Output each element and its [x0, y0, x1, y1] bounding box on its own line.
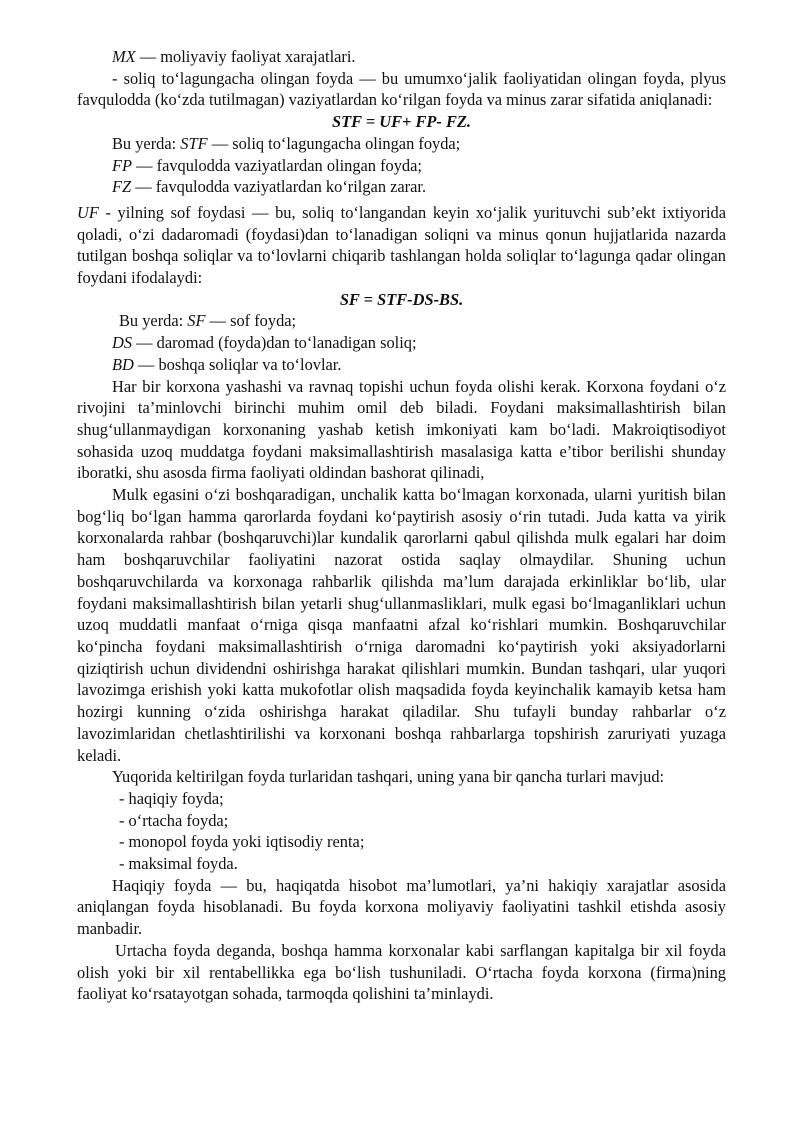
- where-stf: [112, 133, 726, 155]
- term-uf: UF: [77, 202, 99, 222]
- formula-sf-text: SF = STF-DS-BS: [339, 289, 460, 309]
- definition-text: — moliyaviy faoliyat xarajatlari.: [135, 47, 356, 66]
- definition-text: — boshqa soliqlar va to‘lovlar.: [133, 354, 342, 374]
- paragraph-profit-importance: Har bir korxona yashashi va ravnaq topishi uchun foyda olishi kerak. Korxona foydani o‘z rivojini ta’minlovchi birinchi muhim omil deb biladi. Foydani maksimallashtirish bilan shug‘ullanmaydigan korxonaning yashab ketish imkoniyati kam bo‘ladi. Makroiqtisodiyot sohasida uzoq muddatga foydani maksimallashtirish masalasiga katta e’tibor berilishi shunday iboratki, shu asosda firma faoliyati oldindan bashorat qilinadi,: [77, 376, 726, 483]
- formula-stf: [77, 111, 726, 133]
- term-fz: FZ: [112, 177, 132, 197]
- list-item: - monopol foyda yoki iqtisodiy renta;: [119, 832, 365, 852]
- formula-stf-text: STF = UF+ FP- FZ: [331, 112, 467, 132]
- term-bd: BD: [112, 354, 134, 374]
- formula-sf: [77, 289, 726, 311]
- paragraph-stf: - soliq to‘lagungacha olingan foyda — bu umumxo‘jalik faoliyatidan olingan foyda, plyus favqulodda (ko‘zda tutilmagan) vaziyatlardan ko‘rilgan foyda va minus zarar sifatida aniqlanadi:: [77, 68, 726, 110]
- term-ds: DS: [112, 333, 133, 353]
- paragraph-uf: [77, 202, 726, 289]
- term-fp: FP: [112, 155, 133, 175]
- definition-mx: [112, 46, 726, 68]
- where-text: — soliq to‘lagungacha olingan foyda;: [207, 133, 461, 153]
- definition-fp: [112, 155, 726, 177]
- where-sf: [77, 310, 726, 332]
- definition-text: — favqulodda vaziyatlardan olingan foyda;: [132, 155, 422, 175]
- definition-text: — favqulodda vaziyatlardan ko‘rilgan zarar.: [131, 177, 427, 197]
- list-item: - o‘rtacha foyda;: [119, 810, 229, 830]
- list-item: - maksimal foyda.: [119, 854, 238, 874]
- definition-bd: [112, 354, 726, 376]
- where-prefix: Bu yerda:: [119, 311, 188, 331]
- term-stf: STF: [180, 133, 208, 153]
- definition-fz: [112, 176, 726, 198]
- where-prefix: Bu yerda:: [112, 133, 181, 153]
- paragraph-management: Mulk egasini o‘zi boshqaradigan, unchalik katta bo‘lmagan korxonada, ularni yuritish bilan bog‘liq bo‘lgan hamma qarorlarda foydani ko‘paytirish asosiy o‘rin tutadi. Juda katta va yirik korxonalarda rahbar (boshqaruvchi)lar kundalik qarorlarni qabul qilishda mulk egalari har doim ham boshqaruvchilar faoliyatini nazorat ostida saqlay olmaydilar. Shuning uchun boshqaruvchilarda va korxonaga rahbarlik qilishda ma’lum darajada erkinliklar bo‘lib, ular foydani maksimallashtirish bilan yetarli shug‘ullanmasliklari, mulk egasi bo‘lmaganliklari uchun uzoq muddatli manfaat o‘rniga qisqa manfaatni afzal ko‘rishlari mumkin. Boshqaruvchilar ko‘pincha foydani maksimallashtirish o‘rniga daromadni ko‘paytirish yoki aksiyadorlarni qiziqtirish uchun dividendni oshirishga harakat qilishlari mumkin. Bundan tashqari, ular yuqori lavozimga erishish yoki katta mukofotlar olish maqsadida foyda keyinchalik kamayib ketsa ham hozirgi kunning o‘zida oshirishga harakat qiladilar. Shu tufayli bunday rahbarlar o‘z lavozimlaridan chetlashtirilishi va korxonani boshqa rahbarlarga topshirish zaruriyati yuzaga keladi.: [77, 485, 726, 765]
- list-item: - haqiqiy foyda;: [119, 788, 224, 808]
- paragraph-actual-profit: Haqiqiy foyda — bu, haqiqatda hisobot ma’lumotlari, ya’ni hakiqiy xarajatlar asosida aniqlangan foyda hisoblanadi. Bu foyda korxona moliyaviy faoliyatini tashkil etishda asosiy manbadir.: [77, 875, 726, 939]
- formula-dot: .: [466, 112, 472, 132]
- paragraph-average-profit: Urtacha foyda deganda, boshqa hamma korxonalar kabi sarflangan kapitalga bir xil foyda olish yoki bir xil rentabellikka ega bo‘lish tushuniladi. O‘rtacha foyda korxona (firma)ning faoliyat ko‘rsatayotgan sohada, tarmoqda qolishini ta’minlaydi.: [77, 940, 726, 1004]
- definition-ds: [112, 332, 726, 354]
- where-text: — sof foyda;: [205, 311, 297, 331]
- formula-dot: .: [459, 289, 464, 309]
- term-mx: MX: [112, 47, 136, 66]
- term-sf: SF: [187, 311, 206, 331]
- paragraph-profit-types-intro: Yuqorida keltirilgan foyda turlaridan tashqari, uning yana bir qancha turlari mavjud:: [112, 767, 665, 787]
- document-body: [77, 46, 726, 1005]
- paragraph-uf-text: - yilning sof foydasi — bu, soliq to‘langandan keyin xo‘jalik yurituvchi sub’ekt ixtiyorida qoladi, o‘zi dadaromadi (foydasi)dan to‘lanadigan soliqni va minus qonun hujjatlarida nazarda tutilgan boshqa soliqlar va to‘lovlarni chiqarib tashlangan holda soliqlar to‘lagunga qadar olingan foydani ifodalaydi:: [77, 202, 726, 288]
- definition-text: — daromad (foyda)dan to‘lanadigan soliq;: [132, 333, 417, 353]
